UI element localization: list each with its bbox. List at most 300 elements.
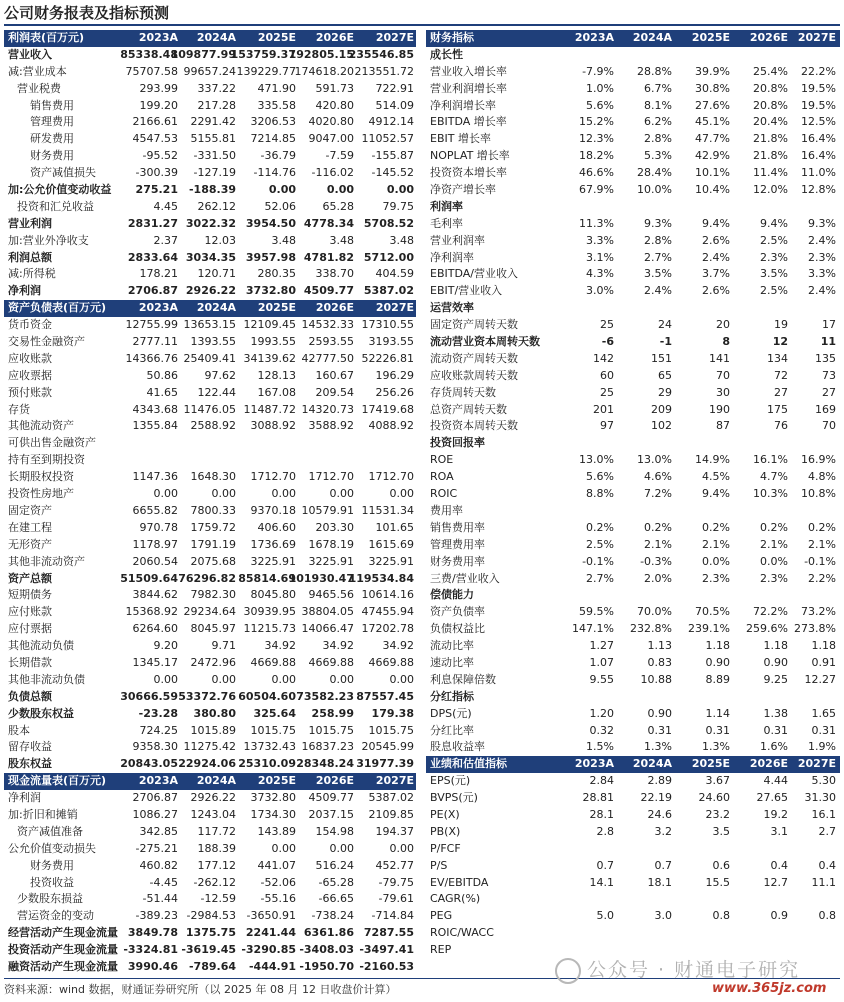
table-header-row xyxy=(4,300,416,317)
cell-value: 2037.15 xyxy=(308,807,354,821)
cell-value: 2.1% xyxy=(702,537,730,551)
cell-value: 1736.69 xyxy=(250,537,296,551)
cell-value: 12.7 xyxy=(763,875,788,889)
table-row xyxy=(426,875,840,892)
cell-value: 1015.75 xyxy=(250,723,296,737)
row-label: 净利润率 xyxy=(430,250,474,264)
cell-value: 76296.82 xyxy=(178,571,236,585)
cell-value: 25409.41 xyxy=(183,351,236,365)
table-row xyxy=(4,317,416,334)
row-label: 投资性房地产 xyxy=(8,487,74,501)
row-label: 应收票据 xyxy=(8,368,52,382)
cell-value: 4.45 xyxy=(153,199,178,213)
row-label: BVPS(元) xyxy=(430,791,478,805)
cell-value: 1393.55 xyxy=(190,335,236,349)
cell-value: 9465.56 xyxy=(308,588,354,602)
cell-value: 31977.39 xyxy=(356,757,414,771)
table-row xyxy=(4,250,416,267)
cell-value: 3.0% xyxy=(586,284,614,298)
cell-value: 18.1 xyxy=(647,875,672,889)
cell-value: 34.92 xyxy=(382,639,414,653)
cell-value: 7800.33 xyxy=(190,503,236,517)
cell-value: 1.18 xyxy=(705,639,730,653)
table-row xyxy=(426,520,840,537)
cell-value: 194.37 xyxy=(375,824,414,838)
cell-value: 2026E xyxy=(749,757,788,771)
cell-value: 0.0% xyxy=(760,554,788,568)
cell-value: 3849.78 xyxy=(127,926,178,940)
cell-value: 273.8% xyxy=(794,622,836,636)
table-row xyxy=(4,418,416,435)
cell-value: -331.50 xyxy=(193,149,236,163)
cell-value: -65.28 xyxy=(318,875,354,889)
row-label: 现金流量表(百万元) xyxy=(8,774,107,788)
cell-value: 12.5% xyxy=(801,115,836,129)
right-financial-indicators-table xyxy=(426,30,840,959)
cell-value: 1015.89 xyxy=(190,723,236,737)
table-row xyxy=(426,165,840,182)
cell-value: 2026E xyxy=(315,301,354,315)
cell-value: -3497.41 xyxy=(359,943,414,957)
cell-value: 16.1 xyxy=(811,807,836,821)
cell-value: -116.02 xyxy=(311,166,354,180)
row-label: 财务费用率 xyxy=(430,554,485,568)
row-label: EBITDA 增长率 xyxy=(430,115,507,129)
cell-value: 0.90 xyxy=(705,655,730,669)
row-label: 应付票据 xyxy=(8,622,52,636)
cell-value: 20843.05 xyxy=(120,757,178,771)
cell-value: 325.64 xyxy=(253,706,296,720)
cell-value: 8.1% xyxy=(644,98,672,112)
cell-value: 3206.53 xyxy=(250,115,296,129)
cell-value: 102 xyxy=(651,419,672,433)
table-row xyxy=(426,908,840,925)
table-row xyxy=(426,250,840,267)
table-row xyxy=(4,706,416,723)
table-row xyxy=(426,182,840,199)
cell-value: 46.6% xyxy=(579,166,614,180)
cell-value: 31.30 xyxy=(804,791,836,805)
cell-value: 143.89 xyxy=(257,824,296,838)
cell-value: 342.85 xyxy=(139,824,178,838)
cell-value: 21.8% xyxy=(753,149,788,163)
cell-value: 34139.62 xyxy=(243,351,296,365)
cell-value: 10614.16 xyxy=(361,588,414,602)
table-row xyxy=(4,723,416,740)
cell-value: 3.0 xyxy=(654,909,672,923)
cell-value: 17 xyxy=(822,318,836,332)
cell-value: 3732.80 xyxy=(250,791,296,805)
cell-value: 101930.47 xyxy=(288,571,354,585)
cell-value: 119534.84 xyxy=(348,571,414,585)
cell-value: 141 xyxy=(709,351,730,365)
row-label: 货币资金 xyxy=(8,318,52,332)
cell-value: 9.20 xyxy=(153,639,178,653)
cell-value: 179.38 xyxy=(371,706,414,720)
cell-value: 169 xyxy=(815,402,836,416)
cell-value: 10.1% xyxy=(695,166,730,180)
cell-value: 20 xyxy=(716,318,730,332)
cell-value: 2026E xyxy=(315,31,354,44)
cell-value: 16837.23 xyxy=(301,740,354,754)
cell-value: 6.2% xyxy=(644,115,672,129)
row-label: 三费/营业收入 xyxy=(430,571,500,585)
row-label: 流动营业资本周转天数 xyxy=(430,335,540,349)
row-label: NOPLAT 增长率 xyxy=(430,149,510,163)
cell-value: 16.4% xyxy=(801,149,836,163)
cell-value: 2025E xyxy=(257,774,296,788)
cell-value: 8.89 xyxy=(705,672,730,686)
cell-value: 2593.55 xyxy=(308,335,354,349)
cell-value: 1.27 xyxy=(589,639,614,653)
cell-value: 60 xyxy=(600,368,614,382)
cell-value: 0.00 xyxy=(211,672,236,686)
cell-value: 29234.64 xyxy=(183,605,236,619)
watermark-text: 公众号 · 财通电子研究 xyxy=(587,959,801,981)
cell-value: 11.0% xyxy=(801,166,836,180)
table-row xyxy=(4,875,416,892)
cell-value: 139229.77 xyxy=(236,64,296,78)
cell-value: 0.4 xyxy=(770,858,788,872)
cell-value: 120.71 xyxy=(197,267,236,281)
table-row xyxy=(426,418,840,435)
row-label: 费用率 xyxy=(430,503,463,517)
cell-value: 59.5% xyxy=(579,605,614,619)
cell-value: 0.32 xyxy=(589,723,614,737)
cell-value: 30666.59 xyxy=(120,689,178,703)
cell-value: 293.99 xyxy=(139,81,178,95)
cell-value: 23.2 xyxy=(705,807,730,821)
table-row xyxy=(4,689,416,706)
cell-value: 47455.94 xyxy=(361,605,414,619)
table-row xyxy=(4,148,416,165)
cell-value: -51.44 xyxy=(142,892,178,906)
cell-value: 14532.33 xyxy=(301,318,354,332)
cell-value: 239.1% xyxy=(688,622,730,636)
cell-value: 380.80 xyxy=(193,706,236,720)
cell-value: 97.62 xyxy=(204,368,236,382)
cell-value: 4509.77 xyxy=(303,284,354,298)
cell-value: 134 xyxy=(767,351,788,365)
cell-value: 11052.57 xyxy=(361,132,414,146)
cell-value: 2.7% xyxy=(586,571,614,585)
cell-value: 2.3% xyxy=(760,571,788,585)
cell-value: 209 xyxy=(651,402,672,416)
row-label: 无形资产 xyxy=(8,537,52,551)
cell-value: 12 xyxy=(772,335,788,349)
cell-value: 3088.92 xyxy=(250,419,296,433)
cell-value: 3.3% xyxy=(808,267,836,281)
table-row xyxy=(4,604,416,621)
cell-value: 1.38 xyxy=(763,706,788,720)
cell-value: 9.25 xyxy=(763,672,788,686)
cell-value: 2024A xyxy=(632,757,672,771)
cell-value: 0.31 xyxy=(705,723,730,737)
cell-value: 22.2% xyxy=(801,64,836,78)
row-label: 留存收益 xyxy=(8,740,52,754)
cell-value: 8.8% xyxy=(586,487,614,501)
cell-value: 42.9% xyxy=(695,149,730,163)
cell-value: 5.6% xyxy=(586,470,614,484)
cell-value: 13.0% xyxy=(579,453,614,467)
cell-value: 1.6% xyxy=(760,740,788,754)
row-label: 利息保障倍数 xyxy=(430,672,496,686)
cell-value: 3225.91 xyxy=(308,554,354,568)
table-row xyxy=(426,64,840,81)
table-row xyxy=(426,571,840,588)
cell-value: 12109.45 xyxy=(243,318,296,332)
row-label: 研发费用 xyxy=(30,132,74,146)
cell-value: 2.6% xyxy=(702,284,730,298)
row-label: 资产负债率 xyxy=(430,605,485,619)
cell-value: 41.65 xyxy=(146,385,178,399)
cell-value: 0.2% xyxy=(760,520,788,534)
cell-value: 15.5 xyxy=(705,875,730,889)
cell-value: 24.6 xyxy=(647,807,672,821)
table-row xyxy=(4,621,416,638)
cell-value: 1.18 xyxy=(763,639,788,653)
cell-value: 1.3% xyxy=(644,740,672,754)
row-label: 可供出售金融资产 xyxy=(8,436,96,450)
cell-value: 2.6% xyxy=(702,233,730,247)
cell-value: -0.1% xyxy=(582,554,614,568)
cell-value: 1086.27 xyxy=(132,807,178,821)
table-row xyxy=(4,385,416,402)
table-row xyxy=(426,216,840,233)
section-row xyxy=(426,689,840,706)
cell-value: 3954.50 xyxy=(245,216,296,230)
table-row xyxy=(4,858,416,875)
cell-value: 9.3% xyxy=(644,216,672,230)
cell-value: 2024A xyxy=(196,31,236,44)
row-label: 股本 xyxy=(8,723,30,737)
cell-value: 2026E xyxy=(749,31,788,44)
cell-value: -389.23 xyxy=(135,909,178,923)
table-row xyxy=(4,98,416,115)
page-title: 公司财务报表及指标预测 xyxy=(4,4,170,22)
cell-value: 17419.68 xyxy=(361,402,414,416)
cell-value: 1734.30 xyxy=(250,807,296,821)
cell-value: -3290.85 xyxy=(241,943,296,957)
table-row xyxy=(426,148,840,165)
cell-value: 2777.11 xyxy=(132,335,178,349)
row-label: 成长性 xyxy=(430,47,463,61)
row-label: 投资和汇兑收益 xyxy=(17,199,94,213)
cell-value: 232.8% xyxy=(630,622,672,636)
cell-value: 12755.99 xyxy=(125,318,178,332)
row-label: 加:折旧和摊销 xyxy=(8,807,78,821)
cell-value: 2027E xyxy=(797,757,836,771)
cell-value: 3.48 xyxy=(271,233,296,247)
cell-value: 34.92 xyxy=(264,639,296,653)
cell-value: 73 xyxy=(822,368,836,382)
row-label: PB(X) xyxy=(430,824,461,838)
table-row xyxy=(426,925,840,942)
cell-value: 153759.37 xyxy=(230,47,296,61)
cell-value: 0.00 xyxy=(153,672,178,686)
cell-value: 39.9% xyxy=(695,64,730,78)
row-label: 营业收入 xyxy=(8,47,52,61)
cell-value: 12.27 xyxy=(804,672,836,686)
table-row xyxy=(4,959,416,976)
table-row xyxy=(4,114,416,131)
cell-value: -66.65 xyxy=(318,892,354,906)
row-label: 短期债务 xyxy=(8,588,52,602)
cell-value: 7214.85 xyxy=(250,132,296,146)
cell-value: 72.2% xyxy=(753,605,788,619)
cell-value: 50.86 xyxy=(146,368,178,382)
cell-value: 2926.22 xyxy=(185,284,236,298)
row-label: 业绩和估值指标 xyxy=(430,757,507,771)
table-row xyxy=(4,908,416,925)
row-label: 投资资本周转天数 xyxy=(430,419,518,433)
cell-value: 67.9% xyxy=(579,183,614,197)
cell-value: 70.5% xyxy=(695,605,730,619)
cell-value: 151 xyxy=(651,351,672,365)
cell-value: 12.0% xyxy=(753,183,788,197)
table-row xyxy=(426,334,840,351)
cell-value: 1.3% xyxy=(702,740,730,754)
cell-value: 0.2% xyxy=(644,520,672,534)
table-row xyxy=(426,790,840,807)
table-row xyxy=(4,283,416,300)
cell-value: 47.7% xyxy=(695,132,730,146)
cell-value: 0.00 xyxy=(389,487,414,501)
row-label: 应付账款 xyxy=(8,605,52,619)
cell-value: 1355.84 xyxy=(132,419,178,433)
cell-value: 3.5 xyxy=(712,824,730,838)
cell-value: 1015.75 xyxy=(368,723,414,737)
row-label: 负债总额 xyxy=(8,689,52,703)
table-row xyxy=(4,807,416,824)
cell-value: 3022.32 xyxy=(185,216,236,230)
cell-value: 0.00 xyxy=(271,672,296,686)
cell-value: 0.00 xyxy=(153,487,178,501)
cell-value: -714.84 xyxy=(371,909,414,923)
cell-value: 65.28 xyxy=(322,199,354,213)
cell-value: 0.2% xyxy=(702,520,730,534)
cell-value: 9.71 xyxy=(211,639,236,653)
table-row xyxy=(426,266,840,283)
cell-value: 52226.81 xyxy=(361,351,414,365)
cell-value: 117.72 xyxy=(197,824,236,838)
row-label: 净利润 xyxy=(8,791,41,805)
cell-value: -95.52 xyxy=(142,149,178,163)
row-label: EV/EBITDA xyxy=(430,875,489,889)
table-row xyxy=(4,64,416,81)
cell-value: 8 xyxy=(722,335,730,349)
row-label: 其他非流动负债 xyxy=(8,672,85,686)
cell-value: 217.28 xyxy=(197,98,236,112)
cell-value: 178.21 xyxy=(139,267,178,281)
cell-value: 2109.85 xyxy=(368,807,414,821)
cell-value: 4.44 xyxy=(763,774,788,788)
cell-value: -12.59 xyxy=(200,892,236,906)
row-label: 投资收益 xyxy=(30,875,74,889)
cell-value: 14066.47 xyxy=(301,622,354,636)
row-label: 利润表(百万元) xyxy=(8,31,85,44)
table-row xyxy=(426,233,840,250)
cell-value: 11215.73 xyxy=(243,622,296,636)
cell-value: 724.25 xyxy=(139,723,178,737)
cell-value: 0.31 xyxy=(763,723,788,737)
row-label: 资产减值准备 xyxy=(17,824,83,838)
cell-value: 0.00 xyxy=(389,841,414,855)
cell-value: 25.4% xyxy=(753,64,788,78)
cell-value: -114.76 xyxy=(253,166,296,180)
cell-value: 21.8% xyxy=(753,132,788,146)
row-label: 财务指标 xyxy=(430,31,474,44)
cell-value: 2025E xyxy=(691,757,730,771)
cell-value: 28.8% xyxy=(637,64,672,78)
table-header-row xyxy=(426,756,840,773)
table-row xyxy=(4,520,416,537)
cell-value: 190 xyxy=(709,402,730,416)
cell-value: 12.3% xyxy=(579,132,614,146)
cell-value: 460.82 xyxy=(139,858,178,872)
cell-value: 2588.92 xyxy=(190,419,236,433)
cell-value: 3.67 xyxy=(705,774,730,788)
cell-value: 1.14 xyxy=(705,706,730,720)
cell-value: 11531.34 xyxy=(361,503,414,517)
row-label: ROE xyxy=(430,453,454,467)
cell-value: 8045.80 xyxy=(250,588,296,602)
cell-value: 0.00 xyxy=(329,487,354,501)
cell-value: 53372.76 xyxy=(178,689,236,703)
cell-value: 2.5% xyxy=(760,233,788,247)
cell-value: 1375.75 xyxy=(185,926,236,940)
row-label: 融资活动产生现金流量 xyxy=(8,959,118,973)
cell-value: 109877.99 xyxy=(170,47,236,61)
cell-value: 2075.68 xyxy=(190,554,236,568)
cell-value: 2.8% xyxy=(644,233,672,247)
row-label: 资产总额 xyxy=(8,571,52,585)
table-row xyxy=(4,266,416,283)
cell-value: 19.5% xyxy=(801,98,836,112)
cell-value: 5155.81 xyxy=(190,132,236,146)
table-row xyxy=(426,554,840,571)
row-label: 预付账款 xyxy=(8,385,52,399)
cell-value: 3.3% xyxy=(586,233,614,247)
cell-value: 196.29 xyxy=(375,368,414,382)
cell-value: 4.6% xyxy=(644,470,672,484)
row-label: 公允价值变动损失 xyxy=(8,841,96,855)
cell-value: -145.52 xyxy=(371,166,414,180)
row-label: 分红指标 xyxy=(430,689,474,703)
cell-value: 6.7% xyxy=(644,81,672,95)
cell-value: 0.7 xyxy=(596,858,614,872)
table-row xyxy=(4,672,416,689)
row-label: 营业利润率 xyxy=(430,233,485,247)
cell-value: 167.08 xyxy=(257,385,296,399)
cell-value: 256.26 xyxy=(375,385,414,399)
cell-value: 2.0% xyxy=(644,571,672,585)
table-row xyxy=(4,469,416,486)
cell-value: 0.00 xyxy=(389,672,414,686)
cell-value: 213551.72 xyxy=(354,64,414,78)
row-label: ROIC/WACC xyxy=(430,926,494,940)
table-row xyxy=(4,182,416,199)
cell-value: 280.35 xyxy=(257,267,296,281)
cell-value: 9047.00 xyxy=(308,132,354,146)
row-label: 总资产周转天数 xyxy=(430,402,507,416)
cell-value: 5.30 xyxy=(811,774,836,788)
cell-value: 27.65 xyxy=(756,791,788,805)
table-row xyxy=(426,773,840,790)
row-label: 加:营业外净收支 xyxy=(8,233,89,247)
cell-value: 0.90 xyxy=(647,706,672,720)
cell-value: 20545.99 xyxy=(361,740,414,754)
